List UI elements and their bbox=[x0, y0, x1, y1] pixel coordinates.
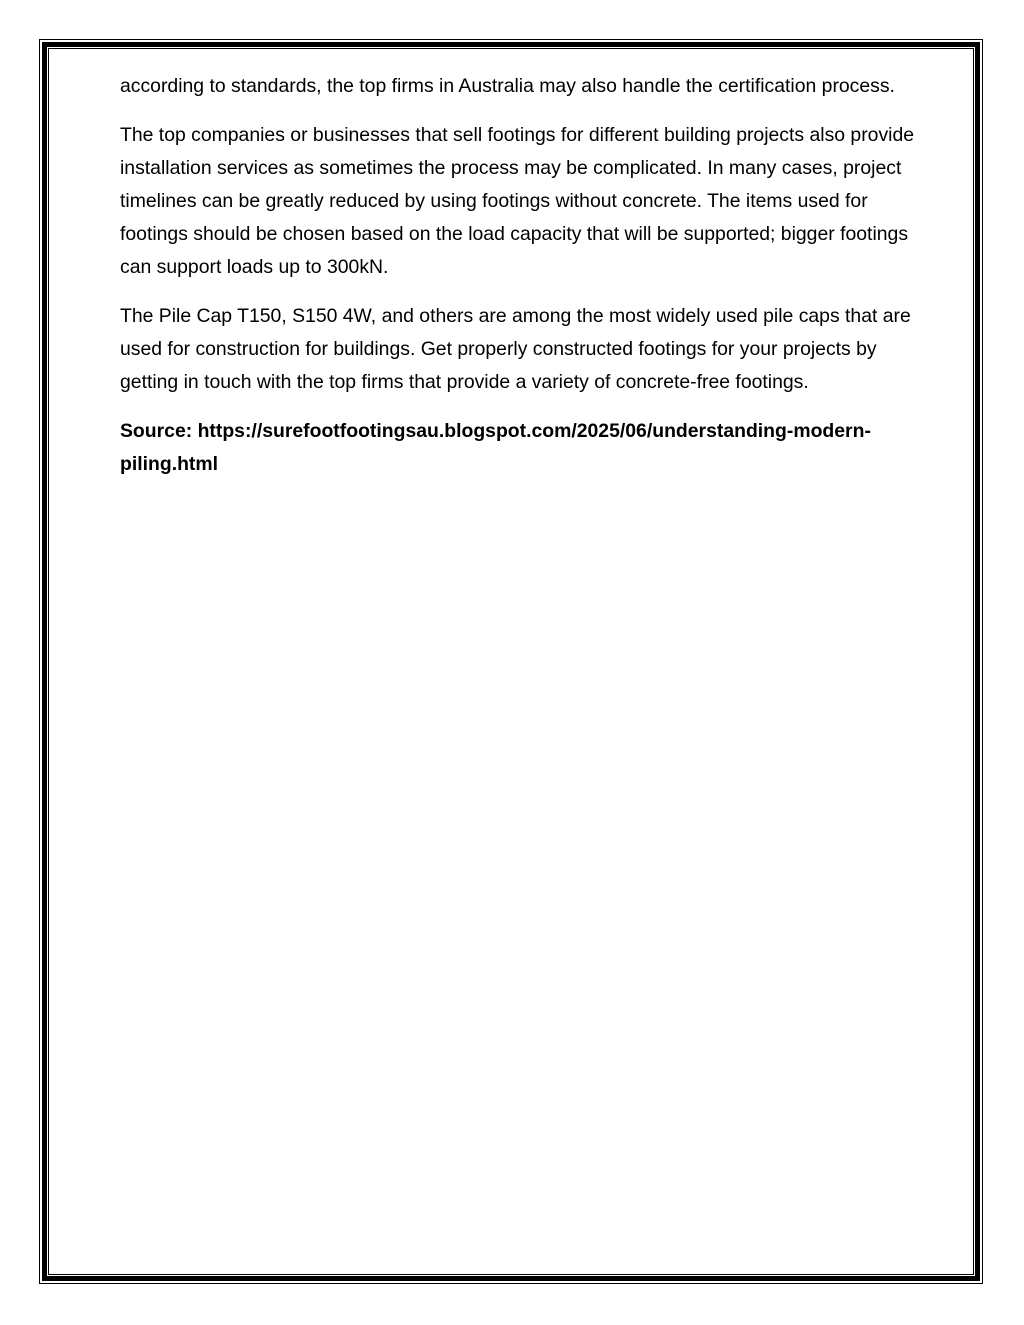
paragraph-installation: The top companies or businesses that sell footings for different building projects also provide installation services as sometimes the process may be complicated. In many cases, project timelines can be greatly reduced by using footings without concrete. The items used for footings should be chosen based on the load capacity that will be supported; bigger footings can support loads up to 300kN. bbox=[120, 124, 915, 278]
source-citation: Source: https://surefootfootingsau.blogspot.com/2025/06/understanding-modern-piling.html bbox=[120, 420, 871, 475]
paragraph-certification: according to standards, the top firms in Australia may also handle the certification process. bbox=[120, 75, 895, 97]
paragraph-pile-caps: The Pile Cap T150, S150 4W, and others are among the most widely used pile caps that are used for construction for buildings. Get properly constructed footings for your projects by getting in touch with the top firms that provide a variety of concrete-free footings. bbox=[120, 305, 911, 393]
document-body bbox=[120, 70, 920, 497]
